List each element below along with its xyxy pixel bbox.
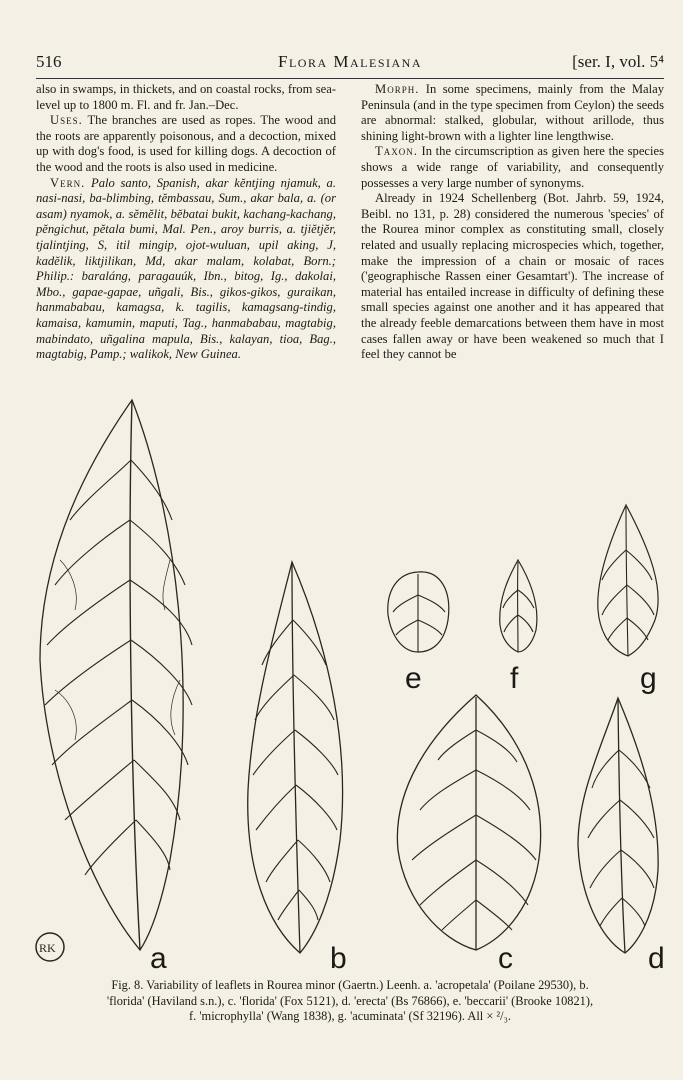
caption-line-1: Fig. 8. Variability of leaflets in Rourea minor (Gaertn.) Leenh. a. 'acropetala' (Poilane 29530), b. bbox=[111, 978, 589, 992]
leaf-d bbox=[578, 698, 658, 953]
label-b: b bbox=[330, 942, 347, 975]
header-rule bbox=[36, 78, 664, 79]
left-column bbox=[36, 82, 336, 363]
running-title: Flora Malesiana bbox=[278, 52, 422, 71]
paragraph-schellenberg: Already in 1924 Schellenberg (Bot. Jahrb. 59, 1924, Beibl. no 131, p. 28) considered the numerous 'species' of the Rourea minor complex as constituting small, closely related and usually replacing microspecies which, together, make the impression of a chain or mosaic of races ('geographische Rassen einer Gesamtart'). The increase of material has entailed increase in difficulty of defining these small species against one another and it has appeared that the already feeble demarcations between them have in most cases fallen away or have been weakened so much that I feel they cannot be bbox=[361, 191, 664, 362]
label-c: c bbox=[498, 942, 513, 975]
leaf-g bbox=[598, 505, 658, 656]
vern-text: Palo santo, Spanish, akar kĕntjing njamuk, a. nasi-nasi, ba-blimbing, tĕmbassau, Sum., akar bala, a. (or asam) nyamok, a. sĕmĕlit, bĕbatai bukit, kachang-kachang, pĕngichut, pĕtala bumi, Mal. Pen., aroy burris, a. tjiĕtjĕr, tjalintjing, S, itil mingip, ojot-wuluan, upil aking, J, kadĕlik, liktjilikan, Md, akar malam, kolabat, Born.; Philip.: baraláng, paragauúk, Ibn., bitog, Ig., dakolai, Mbo., gapae-gapae, uñgali, Bis., gikos-gikos, guraikan, hanmababau, kamagsa, k. tagilis, kamagsang-tindig, kamaisa, kamumin, maputi, Tag., hanmababau, magtabig, mabindato, uñgalina mapula, Bis., kalayan, tioa, Bag., magtabig, Pamp.; walikok, New Guinea. bbox=[36, 175, 337, 362]
leaf-e bbox=[388, 572, 449, 652]
leaf-plate-illustration bbox=[0, 390, 683, 980]
label-a: a bbox=[150, 942, 167, 975]
uses-heading: Uses. bbox=[50, 113, 83, 128]
leaf-f bbox=[500, 560, 537, 652]
paragraph-morph bbox=[361, 82, 664, 144]
page-header bbox=[36, 52, 664, 74]
paragraph-vernacular bbox=[36, 176, 336, 363]
taxon-text: In the circumscription as given here the species shows a wide range of variability, and consequently possesses a very large number of synonyms. bbox=[361, 144, 664, 190]
morph-heading: Morph. bbox=[375, 82, 420, 96]
leaf-c bbox=[397, 695, 540, 950]
morph-text: In some specimens, mainly from the Malay Peninsula (and in the type specimen from Ceylon) the seeds are abnormal: stalked, globular, without arillode, thus shining light-brown with a lighter line lengthwise. bbox=[361, 82, 664, 143]
label-f: f bbox=[510, 662, 519, 695]
paragraph-uses bbox=[36, 113, 336, 175]
paragraph-taxon bbox=[361, 144, 664, 191]
vern-heading: Vern. bbox=[50, 175, 86, 190]
taxon-heading: Taxon. bbox=[375, 144, 418, 159]
leaf-b bbox=[248, 562, 343, 953]
label-g: g bbox=[640, 662, 657, 695]
caption-line-2: 'florida' (Haviland s.n.), c. 'florida' (Fox 5121), d. 'erecta' (Bs 76866), e. 'beccarii' (Brooke 10821), bbox=[106, 993, 594, 1008]
rk-monogram-icon bbox=[36, 933, 64, 961]
page-number: 516 bbox=[36, 52, 62, 71]
figure-caption bbox=[36, 978, 664, 1025]
paragraph-habitat: also in swamps, in thickets, and on coastal rocks, from sea-level up to 1800 m. Fl. and fr. Jan.–Dec. bbox=[36, 82, 336, 112]
label-d: d bbox=[648, 942, 665, 975]
right-column bbox=[361, 82, 664, 363]
series-volume: [ser. I, vol. 5⁴ bbox=[572, 52, 664, 71]
svg-text:RK: RK bbox=[39, 941, 56, 955]
label-e: e bbox=[405, 662, 422, 695]
uses-text: The branches are used as ropes. The wood and the roots are apparently poisonous, and a decoction, mixed up with dog's food, is used for killing dogs. A decoction of the wood and the roots is also used in medicine. bbox=[36, 113, 336, 174]
caption-line-3: f. 'microphylla' (Wang 1838), g. 'acuminata' (Sf 32196). All × ²/₃. bbox=[189, 1009, 511, 1024]
leaf-a bbox=[40, 400, 192, 950]
